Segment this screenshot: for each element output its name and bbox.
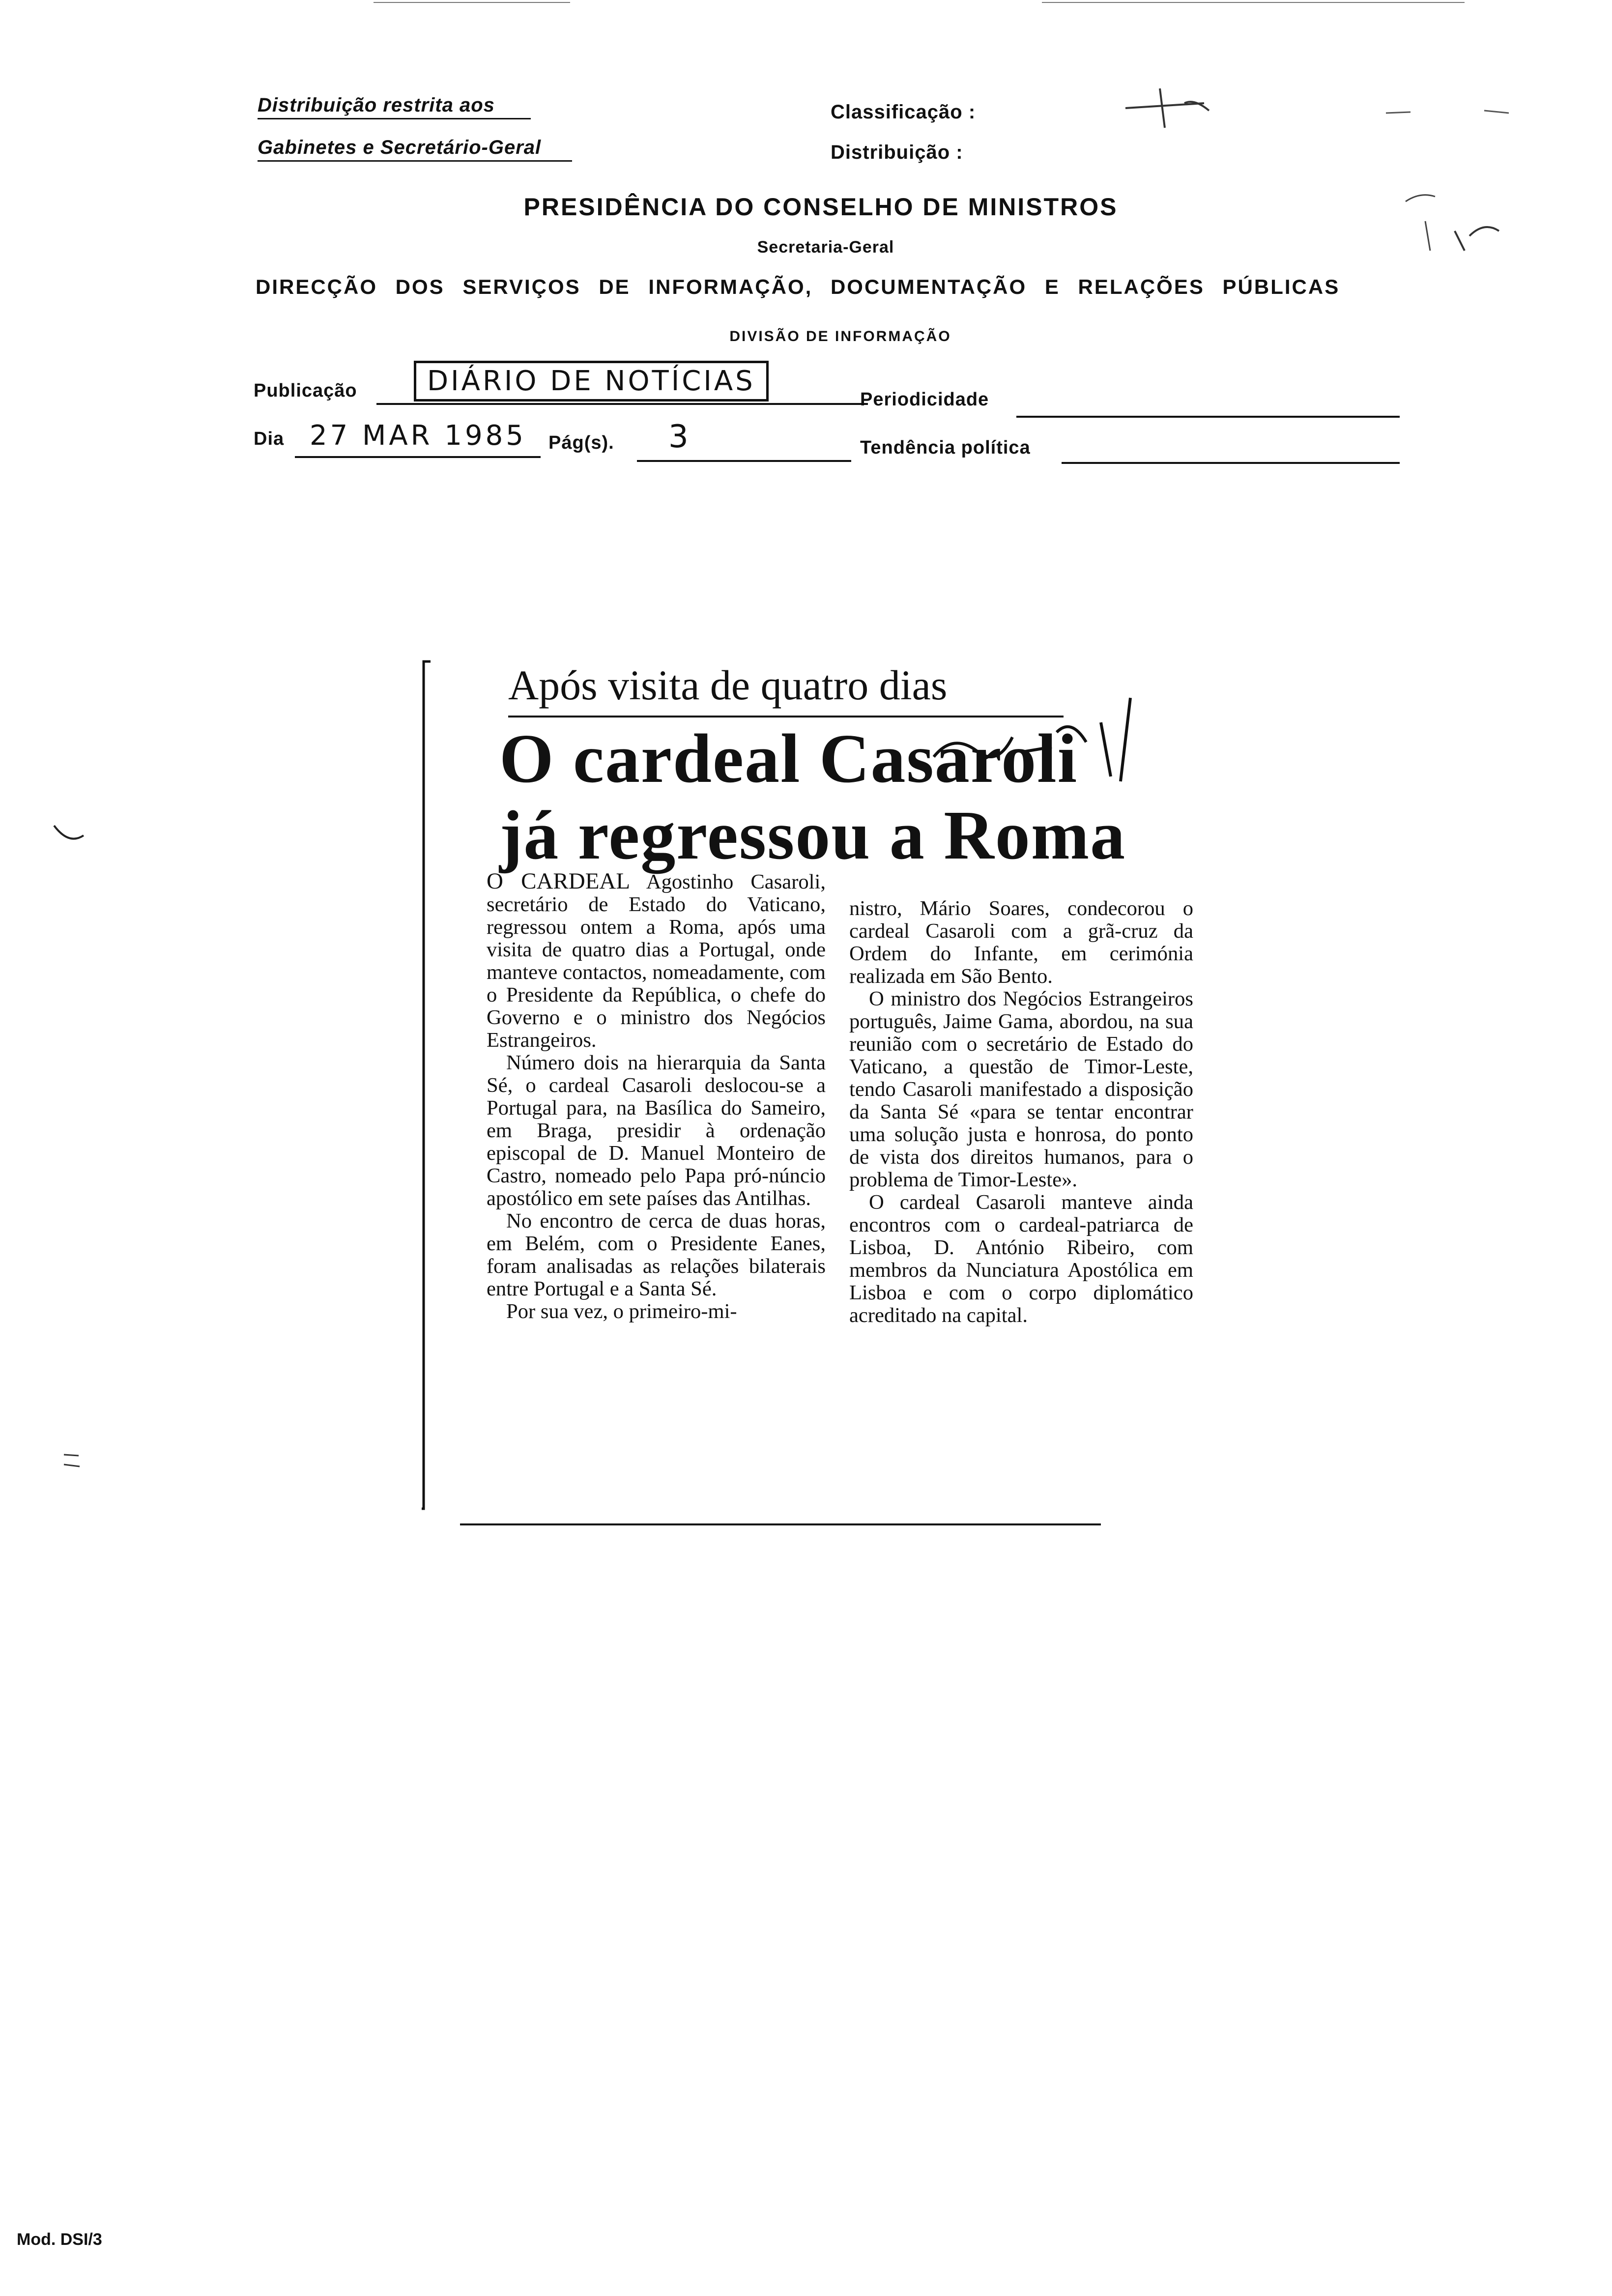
publicacao-line <box>376 403 868 405</box>
classificacao-label: Classificação : <box>831 101 976 123</box>
col2-paragraph-1: nistro, Mário Soares, condecorou o cardeal Casaroli com a grã-cruz da Ordem do Infante, em cerimónia realizada em São Bento. <box>849 897 1193 988</box>
form-code: Mod. DSI/3 <box>17 2230 102 2249</box>
dia-label: Dia <box>254 429 285 449</box>
scan-margin-marks <box>44 806 103 1494</box>
lead-caps: O CARDEAL <box>487 868 631 894</box>
article-kicker: Após visita de quatro dias <box>508 661 948 709</box>
clipping-bracket <box>418 659 432 1514</box>
periodicidade-label: Periodicidade <box>860 389 989 410</box>
col1-paragraph-1-text: Agostinho Casaroli, secretário de Estado do Vaticano, regressou ontem a Roma, após uma visita de quatro dias a Portugal, onde manteve contactos, nomeadamente, com o Presidente da República, o chefe do Governo e o ministro dos Negócios Estrangeiros. <box>487 870 826 1052</box>
article-headline-line2: já regressou a Roma <box>499 796 1126 874</box>
tendencia-line <box>1062 462 1400 464</box>
col1-paragraph-2: Número dois na hierarquia da Santa Sé, o cardeal Casaroli deslocou-se a Portugal para, na Basílica do Sameiro, em Braga, presidir à ordenação episcopal de D. Manuel Monteiro de Castro, nomeado pelo Papa pró-núncio apostólico em sete países das Antilhas. <box>487 1051 826 1210</box>
page-title: PRESIDÊNCIA DO CONSELHO DE MINISTROS <box>523 193 1118 221</box>
pags-line <box>637 460 851 462</box>
pags-value: 3 <box>668 419 691 455</box>
page-subtitle: Secretaria-Geral <box>757 238 894 257</box>
scan-edge-line-right <box>1042 2 1465 3</box>
col1-paragraph-1 <box>487 870 826 1052</box>
pags-label: Pág(s). <box>548 432 614 453</box>
publicacao-label: Publicação <box>254 380 357 401</box>
col1-paragraph-3: No encontro de cerca de duas horas, em Belém, com o Presidente Eanes, foram analisadas as relações bilaterais entre Portugal e a Santa Sé. <box>487 1209 826 1300</box>
article-column-2 <box>849 897 1193 1327</box>
distribution-note-line1: Distribuição restrita aos <box>258 94 495 116</box>
article-column-1 <box>487 870 826 1323</box>
distribuicao-label: Distribuição : <box>831 142 963 163</box>
col2-paragraph-2: O ministro dos Negócios Estrangeiros português, Jaime Gama, abordou, na sua reunião com o secretário de Estado do Vaticano, a questão de Timor-Leste, tendo Casaroli manifestado a disposição da Santa Sé «para se tentar encontrar uma solução justa e honrosa, do ponto de vista dos direitos humanos, para o problema de Timor-Leste». <box>849 987 1193 1191</box>
publication-stamp: DIÁRIO DE NOTÍCIAS <box>414 361 769 402</box>
distribution-note-line2: Gabinetes e Secretário-Geral <box>258 137 542 158</box>
clipping-bottom-rule <box>460 1523 1101 1525</box>
distribution-underline-2 <box>258 160 572 162</box>
periodicidade-line <box>1016 416 1400 418</box>
dia-value: 27 MAR 1985 <box>310 420 526 452</box>
tendencia-label: Tendência política <box>860 437 1031 458</box>
division-line: DIVISÃO DE INFORMAÇÃO <box>729 328 951 344</box>
col1-paragraph-4: Por sua vez, o primeiro-mi- <box>506 1300 737 1323</box>
handwritten-annotation-headline <box>924 678 1170 791</box>
distribution-underline-1 <box>258 118 531 119</box>
dia-line <box>295 456 541 458</box>
col2-paragraph-3: O cardeal Casaroli manteve ainda encontros com o cardeal-patriarca de Lisboa, D. António Ribeiro, com membros da Nunciatura Apostólica em Lisboa e com o corpo diplomático acreditado na capital. <box>849 1191 1193 1327</box>
scan-edge-line-left <box>374 2 570 3</box>
article-headline-line1: O cardeal Casaroli <box>499 719 1078 797</box>
directorate-line: DIRECÇÃO DOS SERVIÇOS DE INFORMAÇÃO, DOCUMENTAÇÃO E RELAÇÕES PÚBLICAS <box>256 275 1340 298</box>
